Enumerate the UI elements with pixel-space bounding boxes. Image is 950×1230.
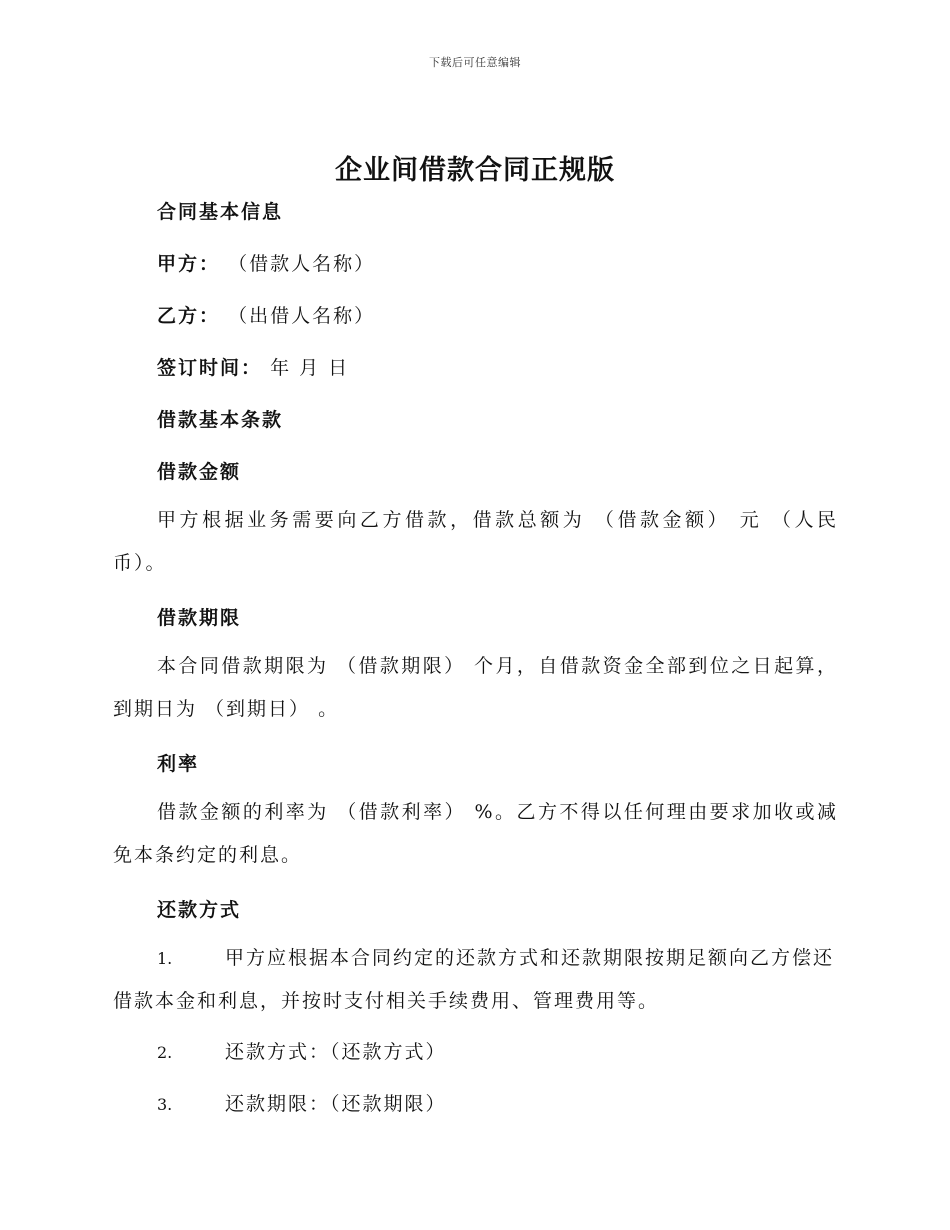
party-a-label: 甲方： (157, 253, 221, 275)
rate-paragraph: 借款金额的利率为 （借款利率） %。乙方不得以任何理由要求加收或减免本条约定的利息。 (113, 801, 838, 866)
subheading-amount: 借款金额 (157, 461, 242, 483)
repayment-item-2 (113, 1031, 838, 1074)
subheading-repayment: 还款方式 (157, 899, 242, 921)
list-number: 1. (157, 949, 173, 968)
list-number: 3. (157, 1095, 173, 1114)
header-note: 下载后可任意编辑 (429, 56, 521, 69)
repayment-item-1 (113, 937, 838, 1023)
sign-time-label: 签订时间： (157, 357, 263, 379)
party-b-label: 乙方： (157, 305, 221, 327)
party-b-value: （出借人名称） (228, 305, 376, 327)
sign-time-line (157, 353, 349, 380)
party-b-line (157, 301, 375, 328)
list-number: 2. (157, 1043, 173, 1062)
subheading-period: 借款期限 (157, 607, 242, 629)
party-a-value: （借款人名称） (228, 253, 376, 275)
document-title: 企业间借款合同正规版 (335, 155, 615, 186)
period-paragraph: 本合同借款期限为 （借款期限） 个月，自借款资金全部到位之日起算，到期日为 （到期日） 。 (113, 655, 838, 720)
amount-paragraph: 甲方根据业务需要向乙方借款，借款总额为 （借款金额） 元 （人民币）。 (113, 509, 838, 574)
subheading-rate: 利率 (157, 753, 200, 775)
list-item-text: 还款方式：（还款方式） (225, 1041, 447, 1063)
repayment-item-3 (113, 1083, 838, 1126)
list-item-text: 甲方应根据本合同约定的还款方式和还款期限按期足额向乙方偿还借款本金和利息，并按时支付相关手续费用、管理费用等。 (113, 947, 835, 1012)
section-heading-terms: 借款基本条款 (157, 409, 284, 431)
party-a-line (157, 249, 375, 276)
section-heading-basic-info: 合同基本信息 (157, 201, 284, 223)
sign-time-value: 年 月 日 (270, 357, 350, 379)
list-item-text: 还款期限：（还款期限） (225, 1093, 447, 1115)
